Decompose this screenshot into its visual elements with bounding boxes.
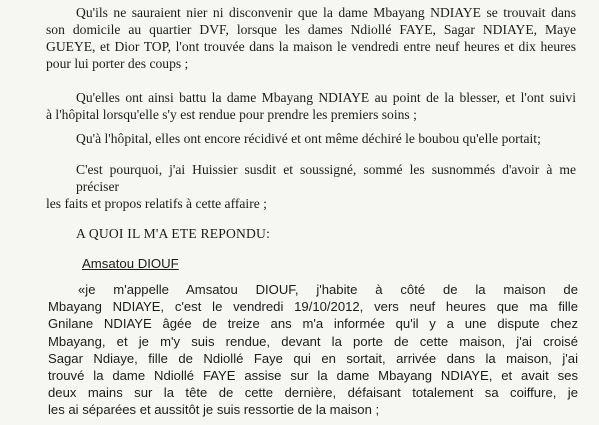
statement-line-7: deux mains sur la tête de cette dernière, défaisant totalement sa coiffure, je — [48, 385, 578, 401]
paragraph-1-line-3: GUEYE, et Dior TOP, l'ont trouvée dans la maison le vendredi entre neuf heures et dix heures — [46, 39, 576, 54]
statement-line-2: Mbayang NDIAYE, c'est le vendredi 19/10/2012, vers neuf heures que ma fille — [48, 299, 578, 315]
statement-line-5: Sagar Ndiaye, fille de Ndiollé Faye qui en sortait, arrivée dans la maison, j'ai — [48, 350, 578, 366]
paragraph-3 — [76, 130, 576, 147]
paragraph-1-line-4: pour lui porter des coups ; — [46, 56, 189, 71]
paragraph-3-line-1: Qu'à l'hôpital, elles ont encore récidivé et ont même déchiré le boubou qu'elle portait; — [76, 131, 541, 146]
paragraph-1-line-1: Qu'ils ne sauraient nier ni disconvenir que la dame Mbayang NDIAYE se trouvait dans — [76, 5, 576, 20]
paragraph-2-line-1: Qu'elles ont ainsi battu la dame Mbayang NDIAYE au point de la blesser, et l'ont suivi — [76, 90, 576, 105]
paragraph-1 — [46, 4, 576, 72]
statement-line-8: les ai séparées et aussitôt je suis ressortie de la maison ; — [48, 402, 380, 418]
response-heading: A QUOI IL M'A ETE REPONDU: — [76, 226, 271, 241]
witness-statement — [48, 281, 578, 419]
statement-line-6: trouvé la dame Ndiollé FAYE assise sur la dame Mbayang NDIAYE, et avait ses — [48, 368, 578, 384]
statement-line-3: Gnilane NDIAYE âgée de treize ans m'a informée qu'il y a une dispute chez — [48, 316, 578, 332]
statement-line-4: Mbayang, et je m'y suis rendue, devant la porte de cette maison, j'ai croisé — [48, 333, 578, 349]
paragraph-4-line-1: C'est pourquoi, j'ai Huissier susdit et soussigné, sommé les susnommés d'avoir à me préciser — [76, 162, 576, 194]
paragraph-2-line-2: à l'hôpital lorsqu'elle s'y est rendue pour prendre les premiers soins ; — [46, 107, 417, 122]
paragraph-1-line-2: son domicile au quartier DVF, lorsque les dames Ndiollé FAYE, Sagar NDIAYE, Maye — [46, 22, 576, 37]
statement-line-1: «je m'appelle Amsatou DIOUF, j'habite à côté de la maison de — [78, 282, 578, 297]
witness-name: Amsatou DIOUF — [82, 256, 179, 271]
paragraph-4 — [46, 161, 576, 212]
paragraph-2 — [46, 89, 576, 123]
paragraph-4-line-2: les faits et propos relatifs à cette affaire ; — [46, 196, 267, 211]
